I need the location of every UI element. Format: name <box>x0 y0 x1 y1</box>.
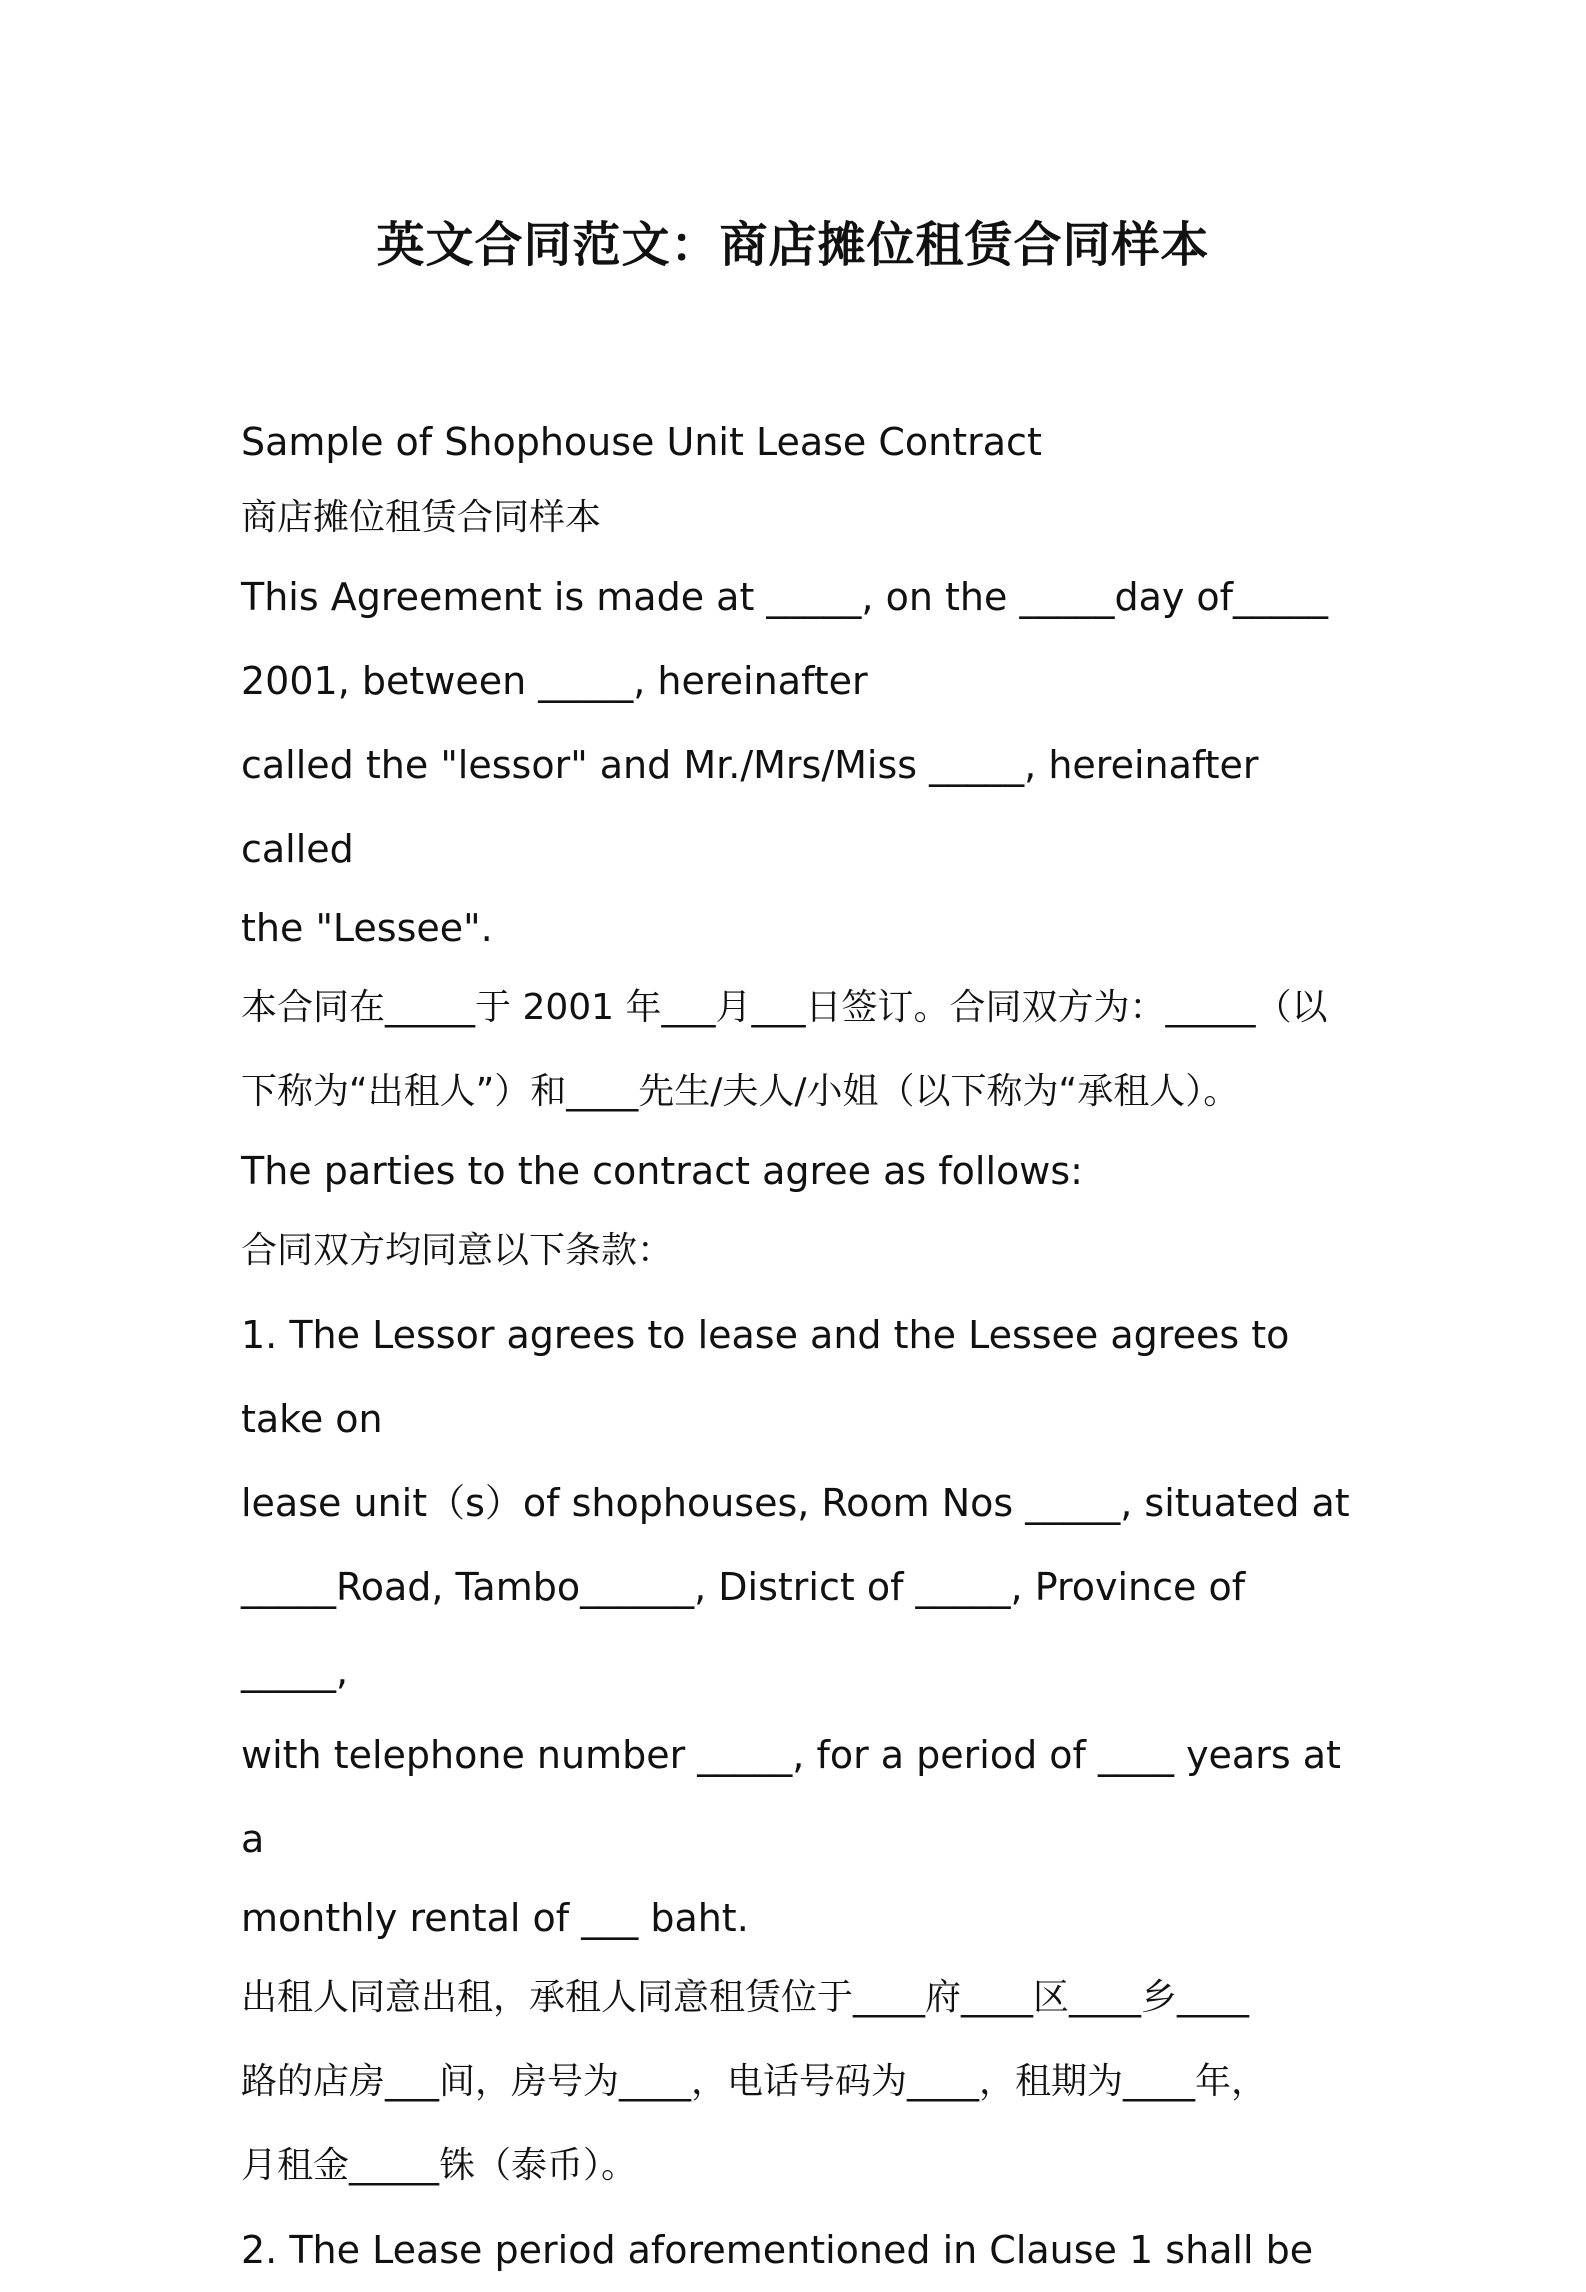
clause-line: 1. The Lessor agrees to lease and the Lessee agrees to take on <box>241 1313 1302 1441</box>
clause-line: 2. The Lease period aforementioned in Clause 1 shall be <box>241 2228 1314 2272</box>
clause-line: 出租人同意出租，承租人同意租赁位于____府____区____乡____ <box>241 1977 1250 2018</box>
clause-line: monthly rental of ___ baht. <box>241 1896 749 1940</box>
paragraph-line: 本合同在_____于 2001 年___月___日签订。合同双方为：_____（以 <box>241 987 1328 1028</box>
heading-english: Sample of Shophouse Unit Lease Contract <box>241 420 1042 464</box>
document-title: 英文合同范文：商店摊位租赁合同样本 <box>376 217 1210 273</box>
clause-line: with telephone number _____, for a period of ____ years at a <box>241 1733 1353 1861</box>
clause-line: 路的店房___间，房号为____，电话号码为____，租期为____年， <box>241 2061 1268 2102</box>
document-body <box>241 405 1361 2292</box>
paragraph-line: the "Lessee". <box>241 906 493 950</box>
clause-line: 月租金_____铢（泰币）。 <box>241 2145 638 2186</box>
paragraph-line: 下称为“出租人”）和____先生/夫人/小姐（以下称为“承租人）。 <box>241 1071 1240 1112</box>
clause-line: lease unit（s）of shophouses, Room Nos _____, situated at <box>241 1481 1350 1525</box>
paragraph-line: This Agreement is made at _____, on the _____day of_____ <box>241 575 1329 619</box>
paragraph-line: The parties to the contract agree as follows: <box>241 1149 1083 1193</box>
paragraph-line: 2001, between _____, hereinafter <box>241 659 868 703</box>
paragraph-line: 合同双方均同意以下条款： <box>241 1230 674 1271</box>
heading-chinese: 商店摊位租赁合同样本 <box>241 497 602 538</box>
clause-line: _____Road, Tambo______, District of _____, Province of _____, <box>241 1565 1258 1693</box>
paragraph-line: called the "lessor" and Mr./Mrs/Miss _____, hereinafter called <box>241 743 1271 871</box>
